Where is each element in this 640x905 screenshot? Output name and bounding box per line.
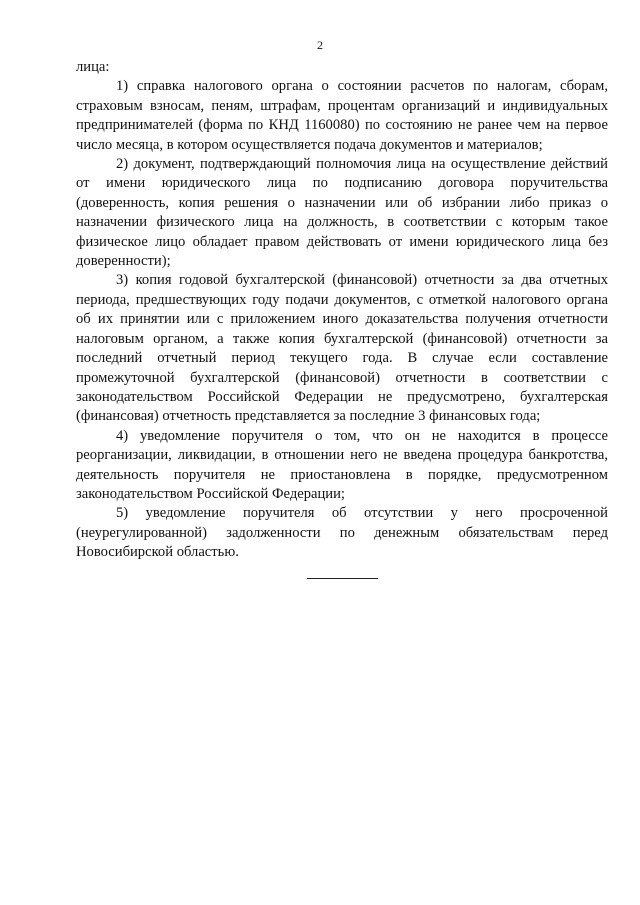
paragraph-continuation: лица: xyxy=(76,59,110,75)
paragraph-item-1: 1) справка налогового органа о состоянии расчетов по налогам, сборам, страховым взносам, пеням, штрафам, процентам организаций и индивидуальных предпринимателей (форма по КНД 1160080) по состоянию не ранее чем на первое число месяца, в котором осуществляется подача документов и материалов; xyxy=(76,78,608,153)
page-number: 2 xyxy=(317,38,323,52)
paragraph-item-5: 5) уведомление поручителя об отсутствии у него просроченной (неурегулированной) задолженности по денежным обязательствам перед Новосибирской областью. xyxy=(76,505,608,561)
document-body xyxy=(76,58,608,563)
end-separator-line xyxy=(307,578,378,579)
paragraph-item-2: 2) документ, подтверждающий полномочия лица на осуществление действий от имени юридического лица по подписанию договора поручительства (доверенность, копия решения о назначении или об избрании либо приказ о назначении физического лица на должность, в соответствии с которым такое физическое лицо обладает правом действовать от имени юридического лица без доверенности); xyxy=(76,156,608,270)
paragraph-item-3: 3) копия годовой бухгалтерской (финансовой) отчетности за два отчетных периода, предшествующих году подачи документов, с отметкой налогового органа об их принятии или с приложением иного доказательства получения отчетности налоговым органом, а также копия бухгалтерской (финансовой) отчетности за последний отчетный период текущего года. В случае если составление промежуточной бухгалтерской (финансовой) отчетности в соответствии с законодательством Российской Федерации не предусмотрено, бухгалтерская (финансовая) отчетность представляется за последние 3 финансовых года; xyxy=(76,272,608,425)
paragraph-item-4: 4) уведомление поручителя о том, что он не находится в процессе реорганизации, ликвидации, в отношении него не введена процедура банкротства, деятельность поручителя не приостановлена в порядке, предусмотренном законодательством Российской Федерации; xyxy=(76,427,608,502)
